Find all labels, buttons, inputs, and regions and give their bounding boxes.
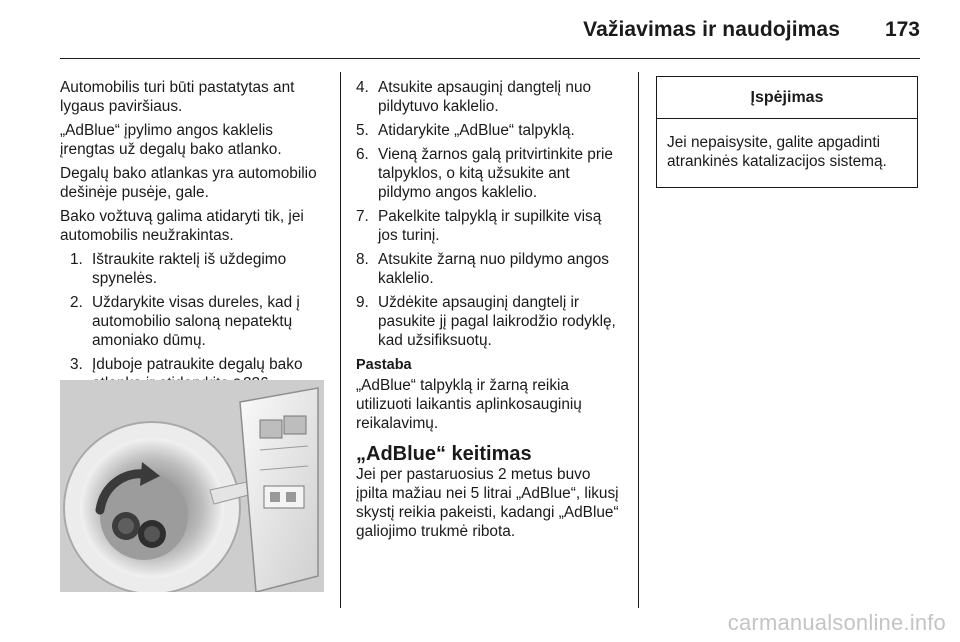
instruction-list xyxy=(60,250,325,393)
list-item xyxy=(356,121,624,140)
page-number: 173 xyxy=(884,18,920,41)
step-text: Uždėkite apsauginį dangtelį ir pasukite jį pagal laikrodžio rodyklę, kad užsifiksuotų. xyxy=(378,294,616,349)
step-number: 8. xyxy=(356,251,369,268)
step-number: 6. xyxy=(356,146,369,163)
list-item xyxy=(356,78,624,116)
step-number: 4. xyxy=(356,79,369,96)
step-text: Uždarykite visas dureles, kad į automobilio saloną nepatektų amoniako dūmų. xyxy=(92,294,300,349)
warning-text: Jei nepaisysite, galite apgadinti atrankinės katalizacijos sistemą. xyxy=(667,134,887,170)
warning-box xyxy=(656,76,918,188)
step-number: 1. xyxy=(70,251,83,268)
list-item xyxy=(356,250,624,288)
column-right xyxy=(656,76,918,188)
note-text: „AdBlue“ talpyklą ir žarną reikia utilizuoti laikantis aplinkosauginių reikalavimų. xyxy=(356,377,582,432)
note-heading: Pastaba xyxy=(356,357,412,373)
section-heading: „AdBlue“ keitimas xyxy=(356,443,532,465)
step-text: Ištraukite raktelį iš uždegimo spynelės. xyxy=(92,251,287,287)
step-text: Atidarykite „AdBlue“ talpyklą. xyxy=(378,122,575,139)
list-item xyxy=(70,293,325,350)
paragraph: „AdBlue“ įpylimo angos kaklelis įrengtas už degalų bako atlanko. xyxy=(60,122,282,158)
step-number: 7. xyxy=(356,208,369,225)
column-divider xyxy=(340,72,341,608)
paragraph: Bako vožtuvą galima atidaryti tik, jei automobilis neužrakintas. xyxy=(60,208,304,244)
column-left xyxy=(60,78,325,398)
step-number: 5. xyxy=(356,122,369,139)
list-item xyxy=(356,207,624,245)
step-text: Įduboje patraukite degalų bako xyxy=(92,356,303,373)
column-middle xyxy=(356,78,624,546)
step-number: 9. xyxy=(356,294,369,311)
step-text: Pakelkite talpyklą ir supilkite visą jos turinį. xyxy=(378,208,602,244)
chapter-title: Važiavimas ir naudojimas xyxy=(583,18,840,41)
list-item xyxy=(70,250,325,288)
step-text: Atsukite apsauginį dangtelį nuo pildytuvo kaklelio. xyxy=(378,79,592,115)
column-divider xyxy=(638,72,639,608)
page-header xyxy=(60,0,920,60)
paragraph: Degalų bako atlankas yra automobilio dešinėje pusėje, gale. xyxy=(60,165,317,201)
step-number: 3. xyxy=(70,356,83,373)
section-text: Jei per pastaruosius 2 metus buvo įpilta mažiau nei 5 litrai „AdBlue“, likusį skystį reikia pakeisti, kadangi „AdBlue“ galiojimo trukmė ribota. xyxy=(356,466,619,540)
list-item xyxy=(356,293,624,350)
paragraph: Automobilis turi būti pastatytas ant lygaus paviršiaus. xyxy=(60,79,295,115)
step-text: Atsukite žarną nuo pildymo angos kaklelio. xyxy=(378,251,609,287)
list-item xyxy=(356,145,624,202)
fuel-flap-illustration xyxy=(60,380,324,592)
step-number: 2. xyxy=(70,294,83,311)
step-text: Vieną žarnos galą pritvirtinkite prie talpyklos, o kitą užsukite ant pildymo angos kaklelio. xyxy=(378,146,613,201)
header-divider xyxy=(60,58,920,59)
fuel-flap-photo xyxy=(60,380,324,592)
watermark: carmanualsonline.info xyxy=(727,610,946,635)
instruction-list xyxy=(356,78,624,350)
warning-title: Įspėjimas xyxy=(657,77,917,119)
